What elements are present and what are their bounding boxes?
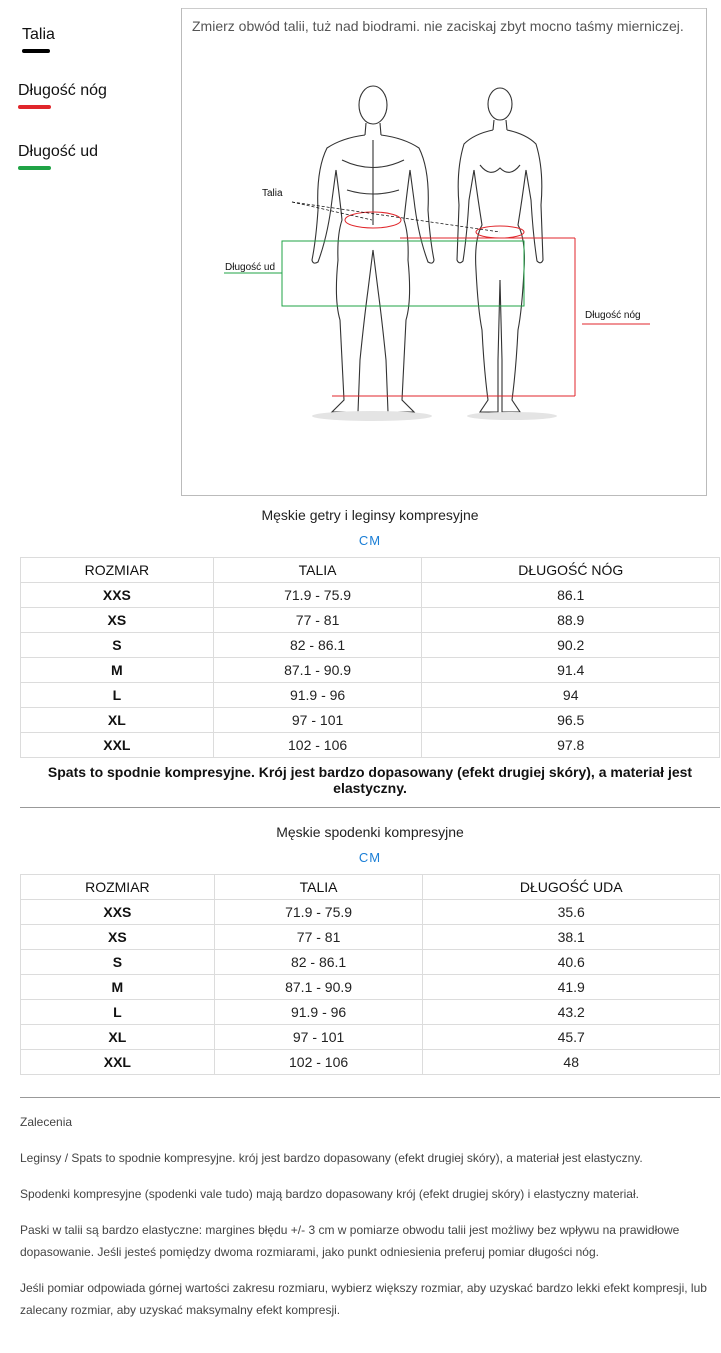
thigh-length-cell: 43.2 [423,1000,720,1025]
header-dlugosc-nog: DŁUGOŚĆ NÓG [422,558,720,583]
size-cell: L [21,1000,215,1025]
thigh-length-cell: 35.6 [423,900,720,925]
table-row [21,583,720,608]
tab-talia-label: Talia [22,26,55,43]
tab-dlugosc-ud-label: Długość ud [18,143,99,160]
table1-note: Spats to spodnie kompresyjne. Krój jest bardzo dopasowany (efekt drugiej skóry), a materiał jest elastyczny. [47,764,693,796]
female-shadow [467,412,557,420]
thigh-length-cell: 40.6 [423,950,720,975]
thigh-length-cell: 45.7 [423,1025,720,1050]
waist-cell: 87.1 - 90.9 [213,658,422,683]
body-figure-svg [182,60,682,430]
waist-cell: 82 - 86.1 [213,633,422,658]
recommendations-title: Zalecenia [20,1115,73,1129]
table-header-row [21,558,720,583]
section-divider [20,1097,720,1098]
size-cell: XS [21,925,215,950]
figure-thigh-label: Długość ud [225,262,276,273]
waist-cell: 82 - 86.1 [214,950,423,975]
table2-title: Męskie spodenki kompresyjne [276,824,464,840]
tab-dlugosc-nog[interactable] [18,82,107,109]
waist-cell: 91.9 - 96 [214,1000,423,1025]
table-row [21,608,720,633]
section-divider [20,807,720,808]
waist-cell: 97 - 101 [213,708,422,733]
size-cell: XS [21,608,214,633]
thigh-length-cell: 38.1 [423,925,720,950]
table-row [21,708,720,733]
thigh-length-box [282,241,524,306]
leg-length-cell: 91.4 [422,658,720,683]
table-row [21,683,720,708]
figure-leg-label: Długość nóg [585,310,641,321]
leg-length-cell: 88.9 [422,608,720,633]
tab-dlugosc-nog-indicator [18,105,51,109]
table-row [21,1025,720,1050]
waist-pointer-male [292,202,372,220]
table-row [21,633,720,658]
waist-cell: 71.9 - 75.9 [213,583,422,608]
leg-length-cell: 94 [422,683,720,708]
leg-length-cell: 96.5 [422,708,720,733]
body-measurement-figure [182,60,682,435]
waist-cell: 87.1 - 90.9 [214,975,423,1000]
waist-cell: 102 - 106 [214,1050,423,1075]
tab-talia[interactable] [22,26,55,53]
size-cell: XXS [21,583,214,608]
tab-talia-indicator [22,49,50,53]
size-cell: S [21,633,214,658]
tab-dlugosc-nog-label: Długość nóg [18,82,107,99]
size-cell: L [21,683,214,708]
header-rozmiar: ROZMIAR [21,558,214,583]
tab-dlugosc-ud-indicator [18,166,51,170]
male-shadow [312,411,432,421]
table-row [21,950,720,975]
waist-cell: 71.9 - 75.9 [214,900,423,925]
size-cell: XXS [21,900,215,925]
waist-cell: 97 - 101 [214,1025,423,1050]
waist-cell: 77 - 81 [214,925,423,950]
size-cell: XL [21,1025,215,1050]
header-talia: TALIA [213,558,422,583]
header-talia: TALIA [214,875,423,900]
size-cell: XXL [21,1050,215,1075]
leggings-size-table [20,557,720,758]
leg-length-cell: 97.8 [422,733,720,758]
tab-dlugosc-ud[interactable] [18,143,98,170]
size-cell: M [21,658,214,683]
leg-length-cell: 90.2 [422,633,720,658]
table-header-row [21,875,720,900]
table-row [21,658,720,683]
table-row [21,900,720,925]
table1-unit: CM [358,533,382,548]
table1-title: Męskie getry i leginsy kompresyjne [261,507,479,523]
thigh-length-cell: 48 [423,1050,720,1075]
size-cell: M [21,975,215,1000]
waist-cell: 102 - 106 [213,733,422,758]
table-row [21,1000,720,1025]
table2-unit: CM [358,850,382,865]
recommendation-item: Jeśli pomiar odpowiada górnej wartości zakresu rozmiaru, wybierz większy rozmiar, aby uzyskać bardzo lekki efekt kompresji, lub zalecany rozmiar, aby uzyskać maksymalny efekt kompresji. [20,1281,707,1317]
measurement-instruction: Zmierz obwód talii, tuż nad biodrami. nie zaciskaj zbyt mocno taśmy mierniczej. [192,18,684,34]
male-figure [312,86,434,412]
waist-cell: 91.9 - 96 [213,683,422,708]
table-row [21,1050,720,1075]
size-cell: XL [21,708,214,733]
thigh-length-cell: 41.9 [423,975,720,1000]
size-cell: S [21,950,215,975]
table-row [21,925,720,950]
shorts-size-table [20,874,720,1075]
header-dlugosc-uda: DŁUGOŚĆ UDA [423,875,720,900]
female-figure [457,88,543,412]
recommendation-item: Leginsy / Spats to spodnie kompresyjne. krój jest bardzo dopasowany (efekt drugiej skóry), a materiał jest elastyczny. [20,1151,643,1165]
figure-waist-label: Talia [262,188,283,199]
size-cell: XXL [21,733,214,758]
recommendation-item: Paski w talii są bardzo elastyczne: margines błędu +/- 3 cm w pomiarze obwodu talii jest możliwy bez wpływu na prawidłowe dopasowanie. Jeśli jesteś pomiędzy dwoma rozmiarami, jako punkt odniesienia preferuj pomiar długości nóg. [20,1223,680,1259]
leg-length-cell: 86.1 [422,583,720,608]
table-row [21,975,720,1000]
table-row [21,733,720,758]
recommendation-item: Spodenki kompresyjne (spodenki vale tudo) mają bardzo dopasowany krój (efekt drugiej skóry) i elastyczny materiał. [20,1187,639,1201]
header-rozmiar: ROZMIAR [21,875,215,900]
waist-cell: 77 - 81 [213,608,422,633]
